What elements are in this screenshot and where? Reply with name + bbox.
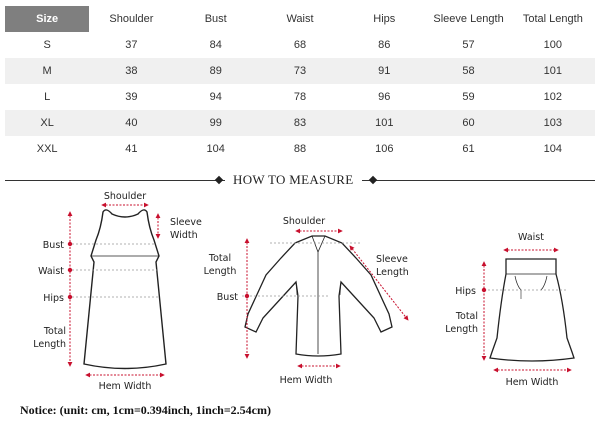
skirt-waist-label: Waist xyxy=(518,232,544,243)
table-cell: S xyxy=(43,39,51,51)
header-hips: Hips xyxy=(342,6,426,32)
table-cell: 38 xyxy=(89,58,173,84)
table-cell: XL xyxy=(5,110,89,136)
table-cell: 100 xyxy=(543,39,563,51)
shirt-length-label: Length xyxy=(203,266,237,277)
table-cell: 99 xyxy=(174,110,258,136)
skirt-diagram xyxy=(445,232,574,388)
skirt-hem-width-label: Hem Width xyxy=(505,377,559,388)
header-waist: Waist xyxy=(258,6,342,32)
table-cell: 106 xyxy=(375,143,394,155)
skirt-length-label: Length xyxy=(445,324,478,335)
shirt-bust-label: Bust xyxy=(216,292,238,303)
table-cell: 40 xyxy=(89,110,173,136)
skirt-hips-label: Hips xyxy=(455,286,476,297)
dress-shoulder-label: Shoulder xyxy=(103,191,147,202)
how-to-measure-title: HOW TO MEASURE xyxy=(225,172,362,188)
shirt-hem-width-label: Hem Width xyxy=(279,375,333,386)
table-cell: 41 xyxy=(125,143,138,155)
table-cell: 104 xyxy=(206,143,225,155)
size-chart-header-row xyxy=(5,6,595,32)
table-cell: 39 xyxy=(125,91,138,103)
table-cell: 96 xyxy=(378,91,391,103)
dress-bust-label: Bust xyxy=(42,240,64,251)
shirt-sleeve-length-label: Length xyxy=(376,267,409,278)
dress-outline xyxy=(84,210,166,369)
size-chart-table xyxy=(5,6,595,162)
table-cell: 91 xyxy=(342,58,426,84)
divider-diamond-right xyxy=(369,176,377,184)
table-cell: 86 xyxy=(378,39,391,51)
table-cell: L xyxy=(44,91,51,103)
table-row xyxy=(5,84,595,110)
dress-sleeve-label: Sleeve xyxy=(170,217,202,228)
shirt-total-label: Total xyxy=(208,253,232,264)
dress-hem-width-label: Hem Width xyxy=(98,381,152,392)
table-cell: 88 xyxy=(293,143,307,155)
table-cell: 89 xyxy=(174,58,258,84)
dress-total-label: Total xyxy=(43,326,66,337)
unit-notice: Notice: (unit: cm, 1cm=0.394inch, 1inch=2.54cm) xyxy=(20,403,271,417)
table-cell: 68 xyxy=(293,39,307,51)
measurement-diagrams xyxy=(0,186,600,400)
table-cell: 84 xyxy=(209,39,222,51)
dress-diagram xyxy=(33,191,202,392)
header-total-length: Total Length xyxy=(511,6,595,32)
table-cell: 73 xyxy=(258,58,342,84)
table-row xyxy=(5,110,595,136)
header-bust: Bust xyxy=(174,6,258,32)
table-cell: 37 xyxy=(125,39,138,51)
table-cell: 60 xyxy=(426,110,510,136)
table-cell: 59 xyxy=(462,91,475,103)
shirt-sleeve-label: Sleeve xyxy=(376,254,408,265)
shirt-diagram xyxy=(204,216,409,386)
table-cell: 104 xyxy=(543,143,563,155)
table-cell: 61 xyxy=(462,143,475,155)
dress-width-label: Width xyxy=(170,230,198,241)
divider-diamond-left xyxy=(215,176,223,184)
skirt-total-label: Total xyxy=(455,311,478,322)
header-size: Size xyxy=(5,6,89,32)
table-cell: 102 xyxy=(543,91,563,103)
header-shoulder: Shoulder xyxy=(89,6,173,32)
table-row xyxy=(5,136,595,162)
table-cell: 83 xyxy=(258,110,342,136)
table-cell: 94 xyxy=(209,91,222,103)
shirt-shoulder-label: Shoulder xyxy=(282,216,326,227)
dress-hips-label: Hips xyxy=(43,293,64,304)
header-sleeve-length: Sleeve Length xyxy=(426,6,510,32)
table-cell: 78 xyxy=(293,91,307,103)
table-cell: XXL xyxy=(36,143,58,155)
table-cell: 101 xyxy=(342,110,426,136)
table-cell: 103 xyxy=(511,110,595,136)
table-row xyxy=(5,58,595,84)
table-row xyxy=(5,32,595,58)
dress-length-label: Length xyxy=(33,339,66,350)
dress-waist-label: Waist xyxy=(38,266,64,277)
table-cell: M xyxy=(5,58,89,84)
table-cell: 101 xyxy=(511,58,595,84)
table-cell: 58 xyxy=(426,58,510,84)
table-cell: 57 xyxy=(462,39,475,51)
